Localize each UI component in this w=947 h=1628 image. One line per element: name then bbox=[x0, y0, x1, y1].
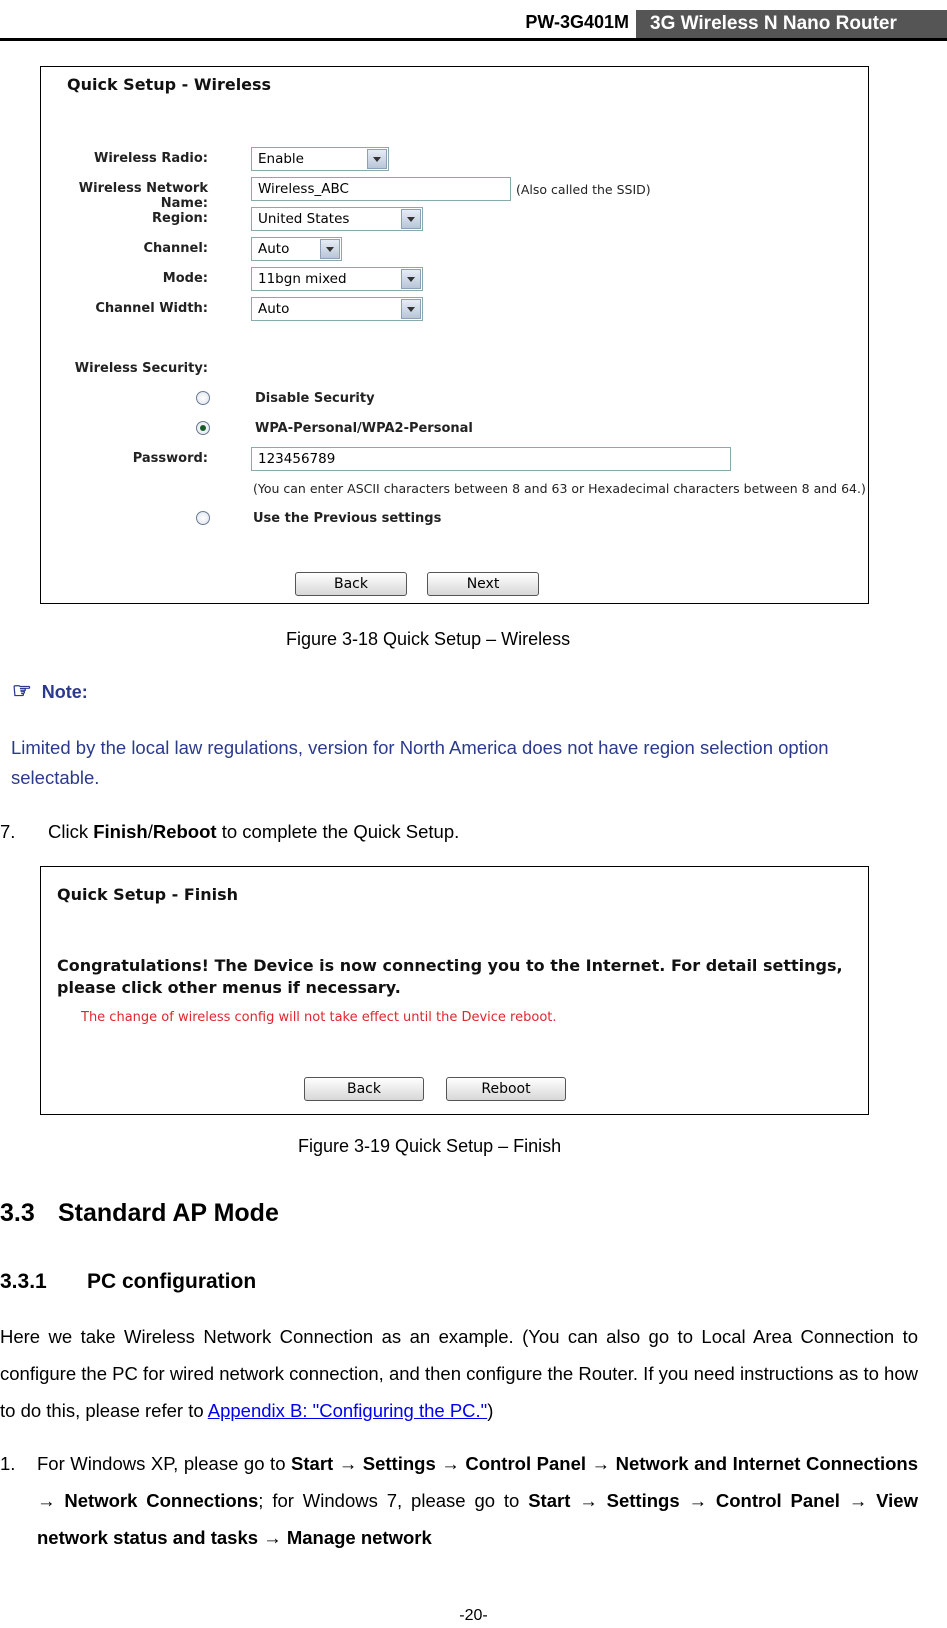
disable-security-label: Disable Security bbox=[255, 391, 375, 406]
list-item-number: 1. bbox=[0, 1453, 16, 1474]
appendix-b-link[interactable]: Appendix B: "Configuring the PC." bbox=[207, 1400, 488, 1421]
step-7-text-post: to complete the Quick Setup. bbox=[216, 821, 460, 842]
chevron-down-icon[interactable] bbox=[401, 269, 421, 289]
region-label: Region: bbox=[152, 211, 208, 226]
radio-label: Wireless Radio: bbox=[94, 151, 208, 166]
note-heading bbox=[12, 678, 88, 704]
chevron-down-icon[interactable] bbox=[367, 149, 387, 169]
password-input[interactable]: 123456789 bbox=[251, 447, 731, 471]
section-number: 3.3 bbox=[0, 1199, 35, 1227]
paragraph-text: Here we take Wireless Network Connection as an example. (You can also go to Local Area Connection to configure the PC for wired network connection, and then configure the Router. If you need instructions as to how to do this, please refer to bbox=[0, 1326, 918, 1421]
chevron-down-icon[interactable] bbox=[401, 209, 421, 229]
figure-caption-18: Figure 3-18 Quick Setup – Wireless bbox=[286, 629, 571, 649]
channel-select[interactable] bbox=[251, 237, 342, 261]
previous-settings-label: Use the Previous settings bbox=[253, 511, 442, 526]
section-title: Standard AP Mode bbox=[58, 1199, 279, 1227]
ssid-input[interactable]: Wireless_ABC bbox=[251, 177, 511, 201]
ssid-hint: (Also called the SSID) bbox=[516, 182, 651, 197]
wpa-personal-label: WPA-Personal/WPA2-Personal bbox=[255, 421, 473, 436]
step-7-number: 7. bbox=[0, 821, 16, 842]
list-item bbox=[0, 1445, 918, 1556]
mode-select[interactable] bbox=[251, 267, 423, 291]
next-button[interactable]: Next bbox=[427, 572, 539, 596]
mode-value: 11bgn mixed bbox=[258, 271, 347, 287]
figure-caption-19: Figure 3-19 Quick Setup – Finish bbox=[298, 1136, 562, 1156]
back-button[interactable]: Back bbox=[304, 1077, 424, 1101]
chevron-down-icon[interactable] bbox=[320, 239, 340, 259]
back-button[interactable]: Back bbox=[295, 572, 407, 596]
paragraph-end: ) bbox=[487, 1400, 494, 1421]
congratulations-text: Congratulations! The Device is now connecting you to the Internet. For detail settings, please click other menus if necessary. bbox=[57, 956, 843, 997]
password-hint: (You can enter ASCII characters between 8 and 63 or Hexadecimal characters between 8 and 64.) bbox=[253, 481, 866, 496]
page-number: -20- bbox=[459, 1607, 488, 1624]
subsection-title: PC configuration bbox=[87, 1270, 257, 1293]
wireless-radio-select[interactable] bbox=[251, 147, 389, 171]
header-rule bbox=[0, 38, 947, 41]
intro-paragraph bbox=[0, 1318, 918, 1429]
note-text: Limited by the local law regulations, version for North America does not have region selection option selectable. bbox=[11, 737, 829, 788]
step-7-finish: Finish bbox=[93, 821, 148, 842]
channel-width-value: Auto bbox=[258, 301, 290, 317]
region-value: United States bbox=[258, 211, 350, 227]
list-item-text-1: For Windows XP, please go to bbox=[37, 1453, 292, 1474]
ssid-label: Wireless Network Name: bbox=[78, 181, 208, 211]
finish-setup-screenshot bbox=[40, 866, 869, 1115]
section-heading bbox=[0, 1199, 279, 1228]
step-7-text-pre: Click bbox=[48, 821, 94, 842]
pointing-hand-icon: ☞ bbox=[12, 678, 32, 703]
header-product: 3G Wireless N Nano Router bbox=[636, 10, 947, 40]
wireless-security-label: Wireless Security: bbox=[74, 361, 208, 376]
channel-label: Channel: bbox=[143, 241, 208, 256]
list-item-text-2: ; for Windows 7, please go to bbox=[258, 1490, 529, 1511]
mode-label: Mode: bbox=[162, 271, 208, 286]
disable-security-radio[interactable] bbox=[196, 391, 210, 405]
wpa-personal-radio[interactable] bbox=[196, 421, 210, 435]
step-7 bbox=[0, 821, 459, 843]
wireless-setup-screenshot bbox=[40, 66, 869, 604]
subsection-heading bbox=[0, 1270, 256, 1294]
header-model: PW-3G401M bbox=[525, 12, 629, 32]
chevron-down-icon[interactable] bbox=[401, 299, 421, 319]
reboot-button[interactable]: Reboot bbox=[446, 1077, 566, 1101]
step-7-reboot: Reboot bbox=[152, 821, 217, 842]
step-7-sep: / bbox=[147, 821, 153, 842]
page-header bbox=[0, 0, 947, 42]
wireless-screen-title: Quick Setup - Wireless bbox=[67, 75, 272, 94]
password-label: Password: bbox=[132, 451, 208, 466]
reboot-warning: The change of wireless config will not take effect until the Device reboot. bbox=[81, 1010, 557, 1025]
channel-width-select[interactable] bbox=[251, 297, 423, 321]
list-item-xp-path: Start → Settings → Control Panel → Network and Internet Connections → Network Connections bbox=[37, 1453, 918, 1511]
channel-width-label: Channel Width: bbox=[95, 301, 208, 316]
subsection-number: 3.3.1 bbox=[0, 1270, 47, 1293]
region-select[interactable] bbox=[251, 207, 423, 231]
previous-settings-radio[interactable] bbox=[196, 511, 210, 525]
note-title: Note: bbox=[41, 682, 88, 702]
list-item-win7-path: Start → Settings → Control Panel → View network status and tasks → Manage network bbox=[37, 1490, 918, 1548]
finish-screen-title: Quick Setup - Finish bbox=[57, 885, 239, 904]
wireless-radio-value: Enable bbox=[258, 151, 304, 167]
channel-value: Auto bbox=[258, 241, 290, 257]
